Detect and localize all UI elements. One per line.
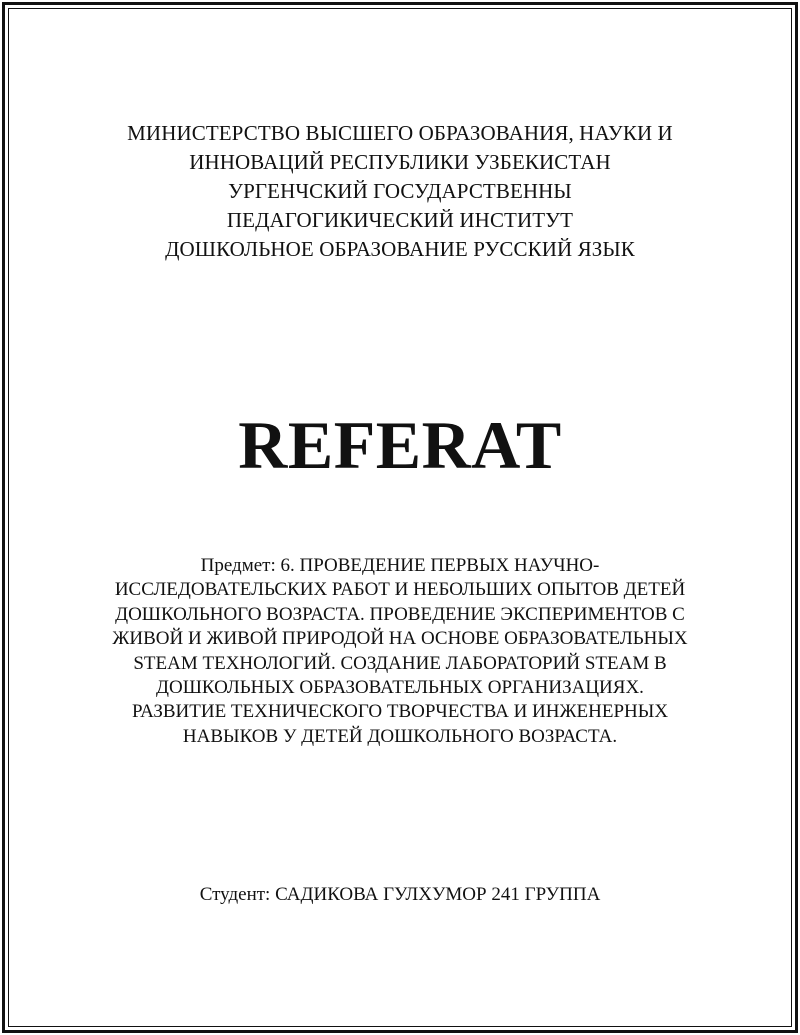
institution-header [60,119,740,264]
header-line: ПЕДАГОГИКИЧЕСКИЙ ИНСТИТУТ [226,208,574,232]
subject-line: STEAM ТЕХНОЛОГИЙ. СОЗДАНИЕ ЛАБОРАТОРИЙ STEAM В [133,652,667,674]
subject-line: ИССЛЕДОВАТЕЛЬСКИХ РАБОТ И НЕБОЛЬШИХ ОПЫТОВ ДЕТЕЙ [114,579,686,601]
subject-line: НАВЫКОВ У ДЕТЕЙ ДОШКОЛЬНОГО ВОЗРАСТА. [182,725,618,747]
subject-line: Предмет: 6. ПРОВЕДЕНИЕ ПЕРВЫХ НАУЧНО- [200,555,600,576]
subject-line: ДОШКОЛЬНЫХ ОБРАЗОВАТЕЛЬНЫХ ОРГАНИЗАЦИЯХ. [156,677,644,699]
header-line: ДОШКОЛЬНОЕ ОБРАЗОВАНИЕ РУССКИЙ ЯЗЫК [165,237,635,261]
subject-line: ЖИВОЙ И ЖИВОЙ ПРИРОДОЙ НА ОСНОВЕ ОБРАЗОВАТЕЛЬНЫХ [112,628,688,650]
header-line: МИНИСТЕРСТВО ВЫСШЕГО ОБРАЗОВАНИЯ, НАУКИ И [127,121,673,145]
header-line: ИННОВАЦИЙ РЕСПУБЛИКИ УЗБЕКИСТАН [189,150,611,174]
subject-line: ДОШКОЛЬНОГО ВОЗРАСТА. ПРОВЕДЕНИЕ ЭКСПЕРИМЕНТОВ С [115,603,685,625]
header-line: УРГЕНЧСКИЙ ГОСУДАРСТВЕННЫ [228,179,572,203]
subject-line: РАЗВИТИЕ ТЕХНИЧЕСКОГО ТВОРЧЕСТВА И ИНЖЕНЕРНЫХ [131,701,669,723]
subject-block [70,554,730,749]
document-title: REFERAT [238,407,562,483]
student-line: Студент: САДИКОВА ГУЛХУМОР 241 ГРУППА [199,884,601,905]
